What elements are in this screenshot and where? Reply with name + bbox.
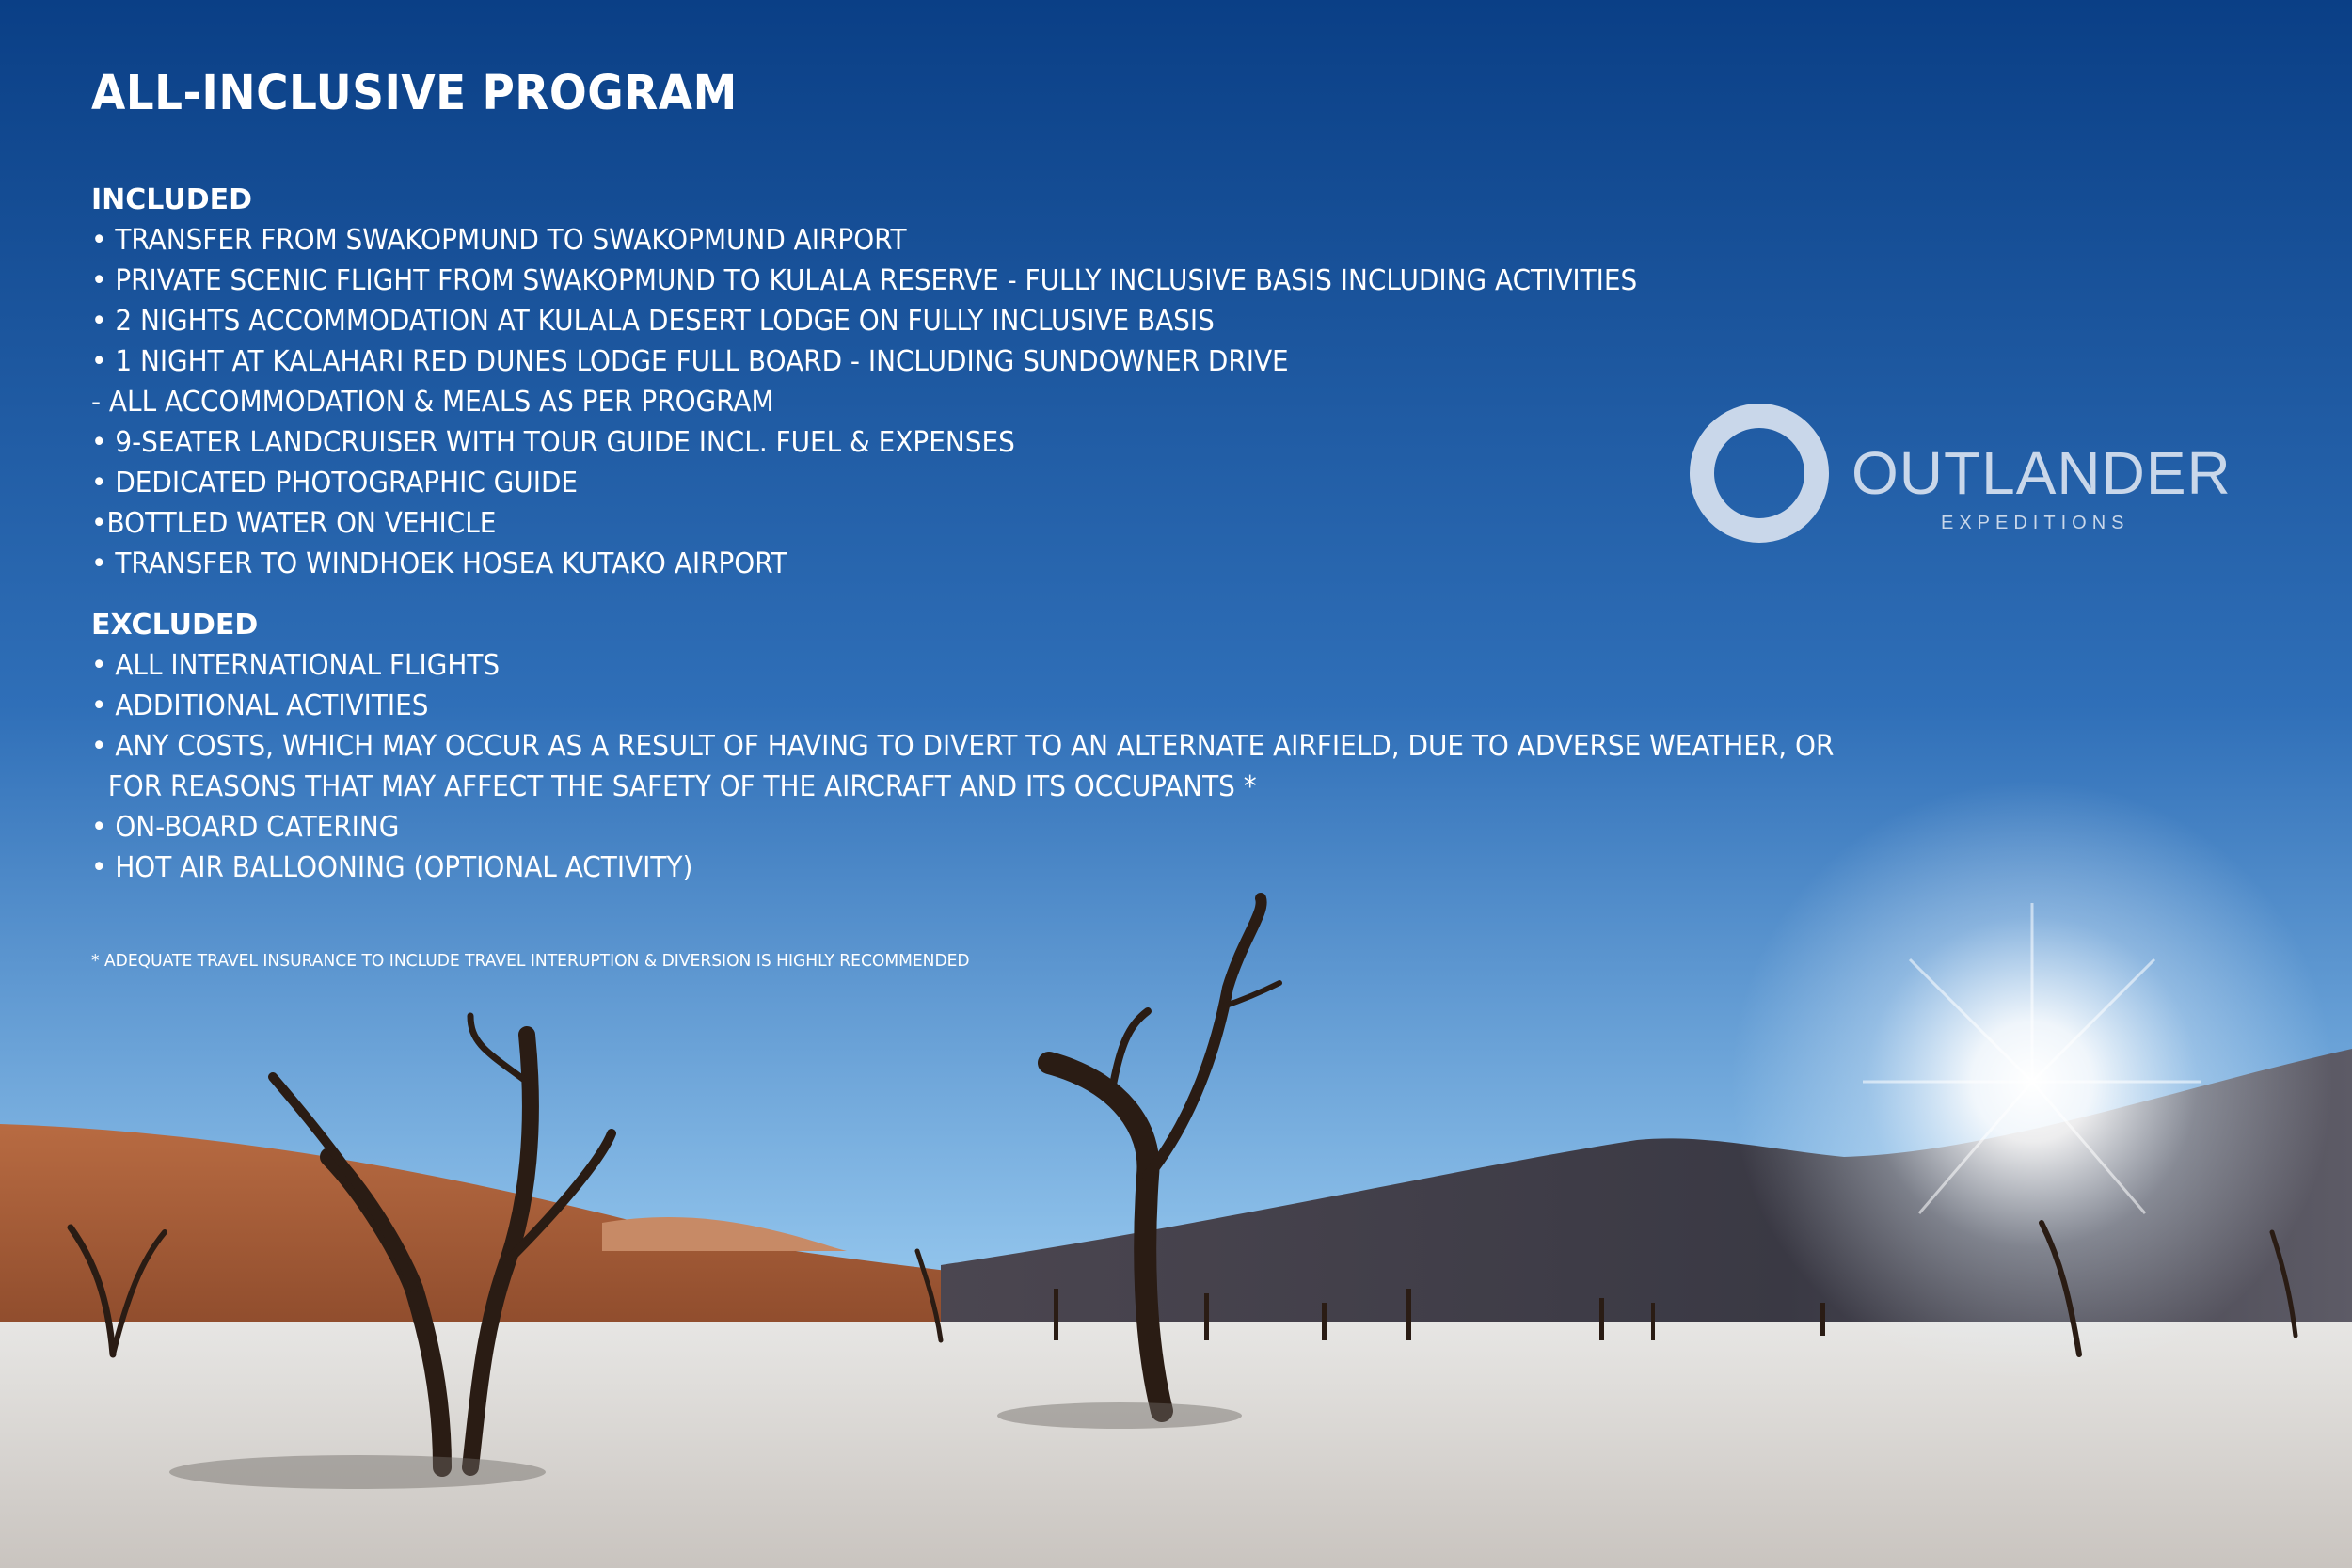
logo-wordmark: OUTLANDER xyxy=(1851,439,2232,507)
outlander-expeditions-logo xyxy=(1689,403,2253,544)
ring-logo-icon xyxy=(1689,403,1830,544)
logo-tagline: EXPEDITIONS xyxy=(1941,513,2130,533)
list-item: FOR REASONS THAT MAY AFFECT THE SAFETY OF THE AIRCRAFT AND ITS OCCUPANTS * xyxy=(91,770,1257,803)
page-title: ALL-INCLUSIVE PROGRAM xyxy=(91,66,738,121)
list-item: • TRANSFER FROM SWAKOPMUND TO SWAKOPMUND AIRPORT xyxy=(91,224,907,257)
list-item: • ALL INTERNATIONAL FLIGHTS xyxy=(91,649,501,682)
list-item: • 9-SEATER LANDCRUISER WITH TOUR GUIDE INCL. FUEL & EXPENSES xyxy=(91,426,1015,459)
excluded-list xyxy=(91,645,1935,888)
list-item: • DEDICATED PHOTOGRAPHIC GUIDE xyxy=(91,467,579,499)
insurance-footnote: * ADEQUATE TRAVEL INSURANCE TO INCLUDE TRAVEL INTERUPTION & DIVERSION IS HIGHLY RECOMMENDED xyxy=(91,951,970,971)
included-list xyxy=(91,220,1935,584)
list-item: • TRANSFER TO WINDHOEK HOSEA KUTAKO AIRPORT xyxy=(91,547,787,580)
list-item: • 1 NIGHT AT KALAHARI RED DUNES LODGE FULL BOARD - INCLUDING SUNDOWNER DRIVE xyxy=(91,345,1289,378)
list-item: • ON-BOARD CATERING xyxy=(91,811,400,844)
list-item: • ANY COSTS, WHICH MAY OCCUR AS A RESULT OF HAVING TO DIVERT TO AN ALTERNATE AIRFIELD, DUE TO ADVERSE WEATHER, OR xyxy=(91,730,1835,763)
included-heading: INCLUDED xyxy=(91,183,252,216)
list-item: • HOT AIR BALLOONING (OPTIONAL ACTIVITY) xyxy=(91,851,693,884)
list-item: • ADDITIONAL ACTIVITIES xyxy=(91,689,429,722)
program-text-panel xyxy=(91,66,1935,990)
list-item: •BOTTLED WATER ON VEHICLE xyxy=(91,507,497,540)
excluded-heading: EXCLUDED xyxy=(91,609,259,641)
list-item: • 2 NIGHTS ACCOMMODATION AT KULALA DESERT LODGE ON FULLY INCLUSIVE BASIS xyxy=(91,305,1215,338)
list-item: - ALL ACCOMMODATION & MEALS AS PER PROGRAM xyxy=(91,386,774,419)
list-item: • PRIVATE SCENIC FLIGHT FROM SWAKOPMUND TO KULALA RESERVE - FULLY INCLUSIVE BASIS INCLUDING ACTIVITIES xyxy=(91,264,1638,297)
